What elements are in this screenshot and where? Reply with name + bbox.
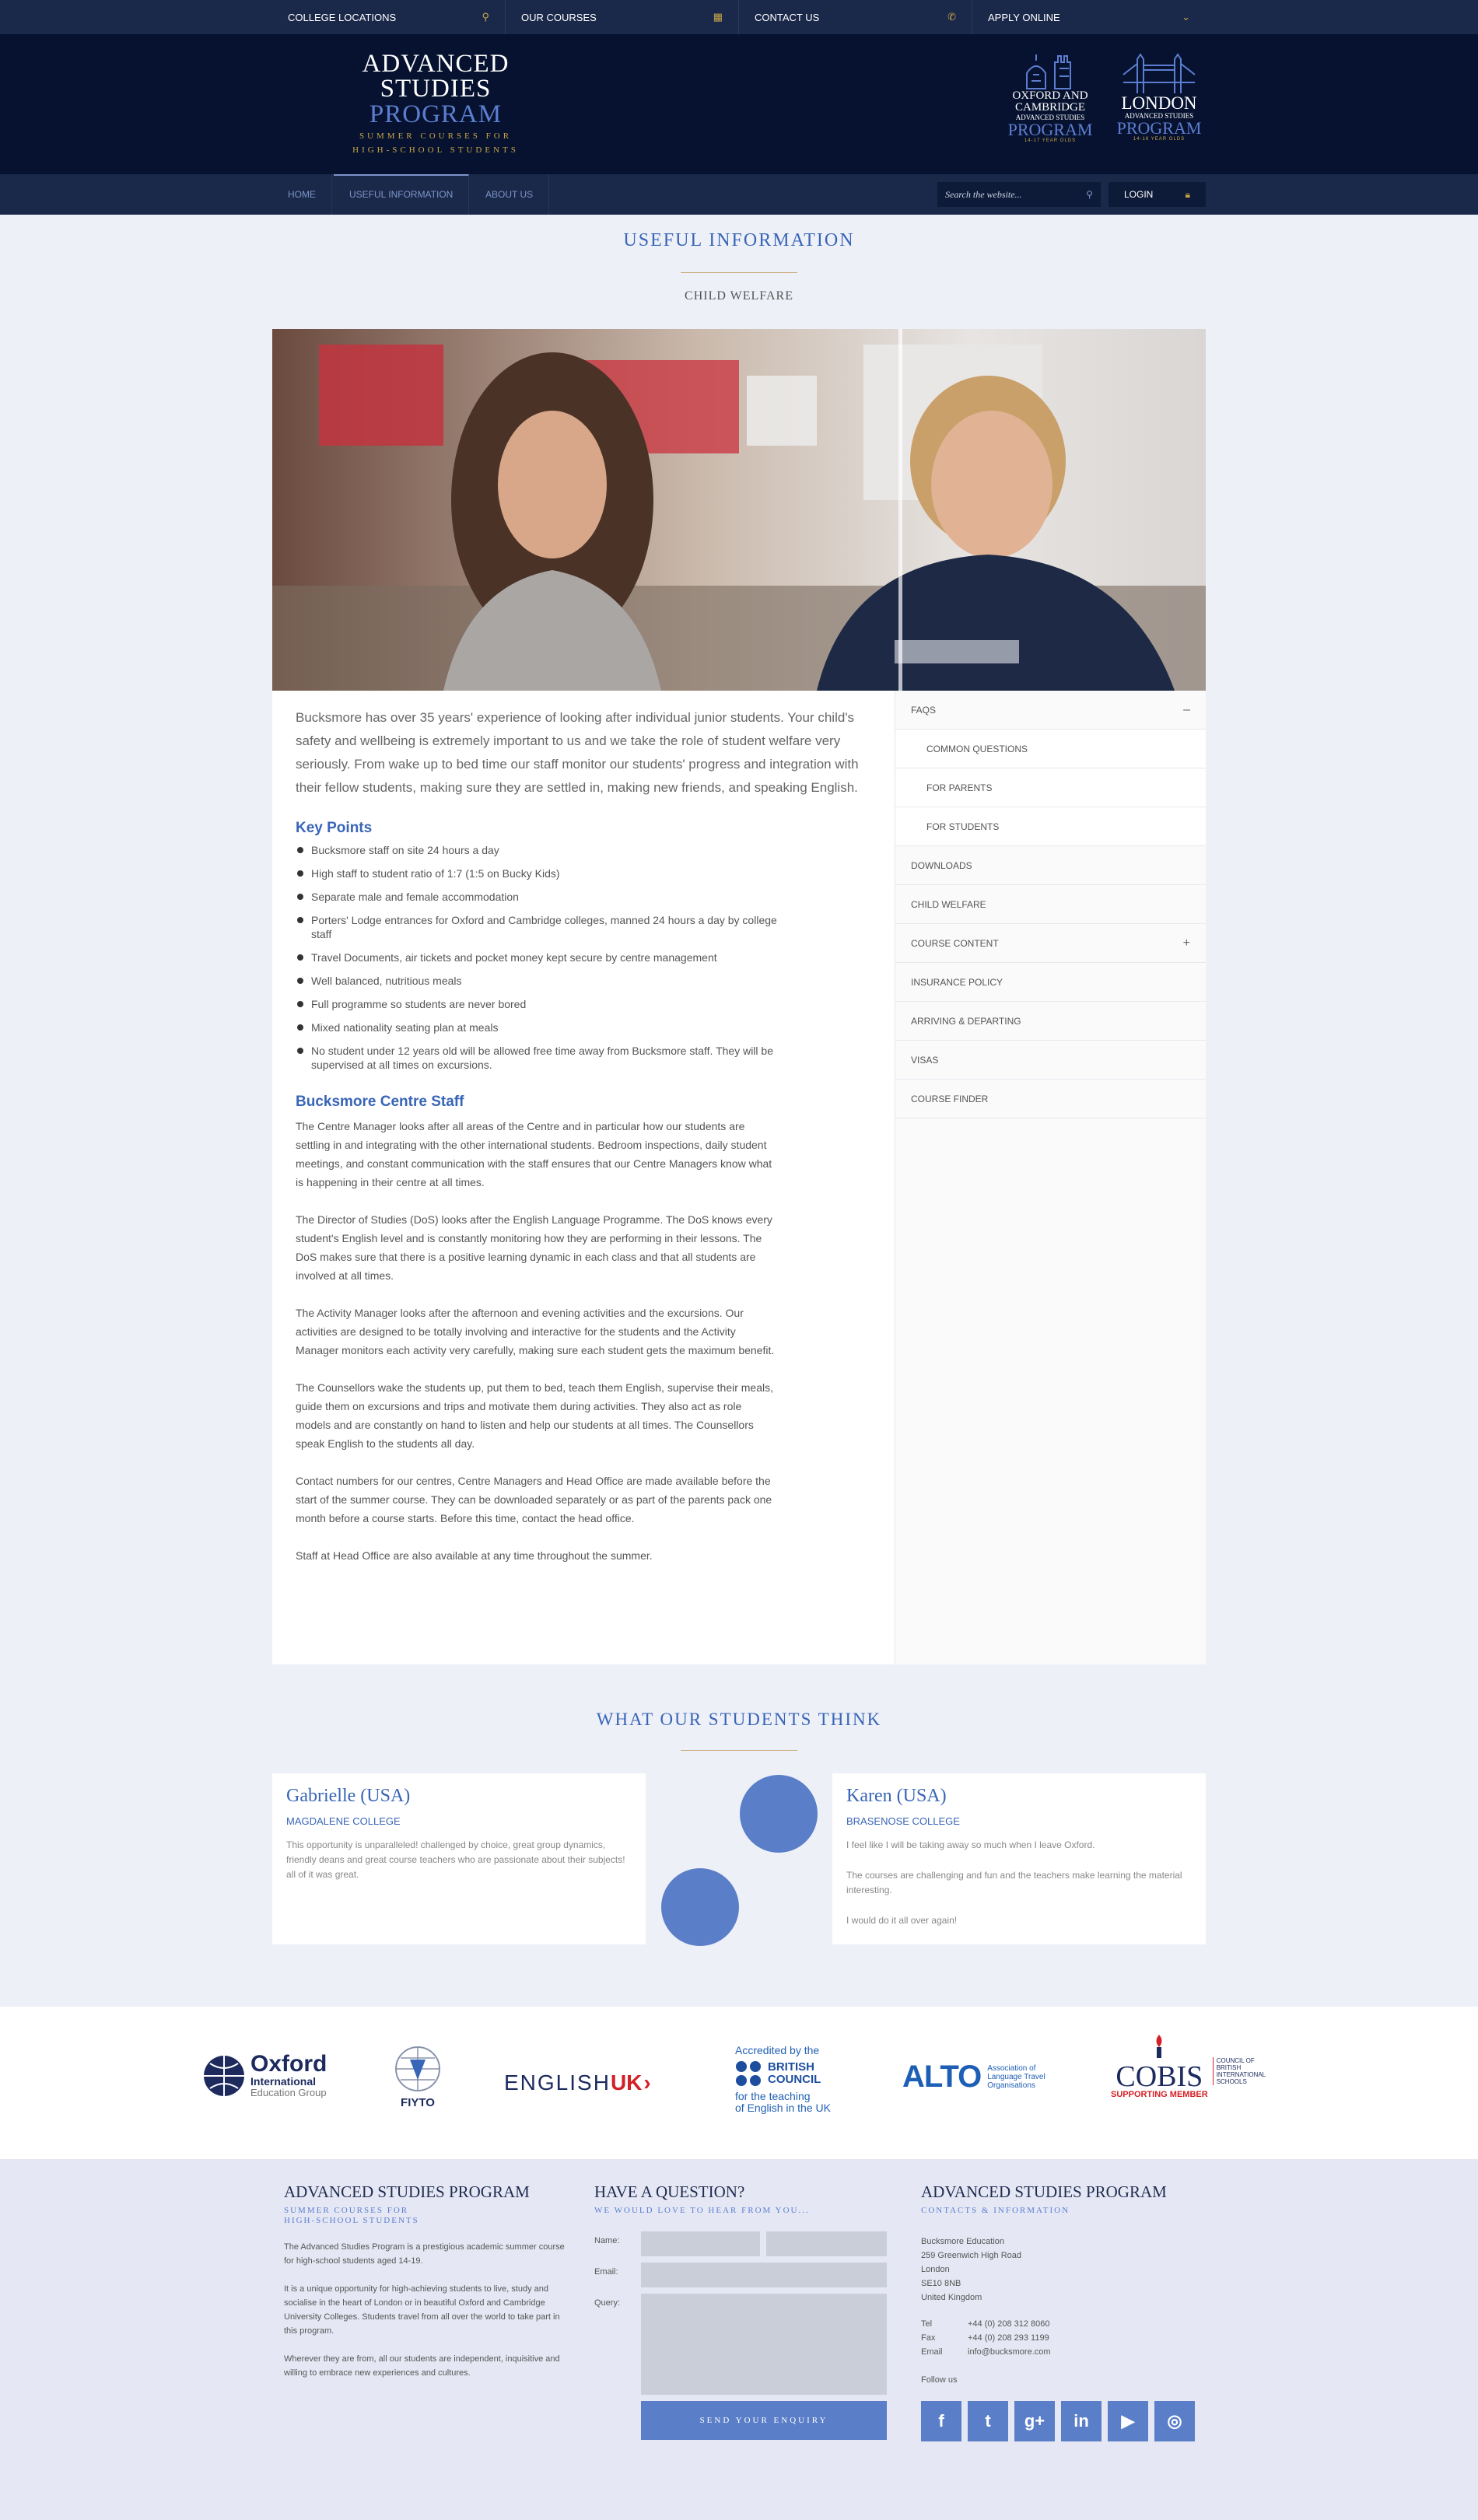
sidebar-item-child-welfare[interactable]	[895, 885, 1206, 924]
list-item: Separate male and female accommodation	[296, 890, 778, 904]
social-links	[921, 2401, 1201, 2441]
testimonial-text: This opportunity is unparalleled! challenged by choice, great group dynamics, friendly deans and great course teachers who are passionate about their subjects! all of it was great.	[286, 1839, 625, 1880]
testimonial-text: The courses are challenging and fun and the teachers make learning the material interesting.	[846, 1870, 1182, 1895]
testimonials-divider	[681, 1750, 797, 1751]
follow-us-label: Follow us	[921, 2375, 958, 2385]
footer-about-sub-1: SUMMER COURSES FOR	[284, 2206, 409, 2215]
testimonial-bubble-bottom[interactable]	[661, 1868, 739, 1946]
oxford-logo-line-2: International	[250, 2075, 317, 2088]
testimonial-name: Karen (USA)	[846, 1786, 947, 1806]
british-council-logo[interactable]	[735, 2044, 844, 2114]
testimonial-college: BRASENOSE COLLEGE	[846, 1815, 960, 1827]
footer-about-sub-2: HIGH-SCHOOL STUDENTS	[284, 2216, 419, 2225]
cobis-line-3: INTERNATIONAL	[1216, 2071, 1266, 2078]
list-item: Porters' Lodge entrances for Oxford and Cambridge colleges, manned 24 hours a day by college staff	[296, 913, 778, 941]
bc-line-5: of English in the UK	[735, 2102, 831, 2114]
footer-about	[284, 2182, 572, 2380]
torch-icon	[1147, 2033, 1171, 2060]
enquiry-title: HAVE A QUESTION?	[594, 2182, 745, 2201]
site-footer	[0, 2159, 1478, 2520]
cobis-line-1: COUNCIL OF	[1216, 2057, 1255, 2064]
alto-line-2: Language Travel	[987, 2073, 1045, 2081]
globe-icon	[202, 2054, 246, 2098]
google-plus-icon[interactable]: g+	[1014, 2401, 1055, 2441]
nav-useful-information[interactable]: USEFUL INFORMATION	[334, 174, 469, 215]
sidebar-item-label: INSURANCE POLICY	[911, 976, 1003, 988]
chevron-down-icon: ⌄	[1182, 11, 1190, 23]
list-item: High staff to student ratio of 1:7 (1:5 on Bucky Kids)	[296, 866, 778, 880]
lock-icon: 🔒︎	[1185, 188, 1190, 200]
london-line-3: PROGRAM	[1116, 118, 1202, 138]
sidebar-menu	[895, 691, 1206, 1664]
list-item: Bucksmore staff on site 24 hours a day	[296, 843, 778, 857]
email-field[interactable]	[641, 2263, 887, 2287]
footer-enquiry-form	[594, 2182, 890, 2440]
sidebar-item-for-students[interactable]	[895, 807, 1206, 846]
contact-us-label: CONTACT US	[755, 11, 820, 23]
oxford-international-logo[interactable]	[202, 2053, 327, 2098]
oxbridge-age-range: 14-17 YEAR OLDS	[1024, 138, 1077, 143]
address-line: Bucksmore Education	[921, 2237, 1004, 2246]
linkedin-icon[interactable]: in	[1061, 2401, 1101, 2441]
key-points-heading: Key Points	[296, 820, 373, 836]
sidebar-item-label: COURSE CONTENT	[911, 937, 999, 949]
tower-bridge-icon	[1120, 51, 1198, 95]
sidebar-item-label: VISAS	[911, 1054, 939, 1066]
englishuk-text-b: UK	[610, 2070, 643, 2095]
testimonial-card-left	[272, 1773, 646, 1944]
london-line-1: LONDON	[1121, 93, 1197, 113]
our-courses-link[interactable]	[506, 0, 739, 34]
oxbridge-line-2: CAMBRIDGE	[1014, 101, 1085, 114]
oxbridge-program-logo[interactable]	[1003, 51, 1097, 143]
oxbridge-line-3: ADVANCED STUDIES	[1015, 114, 1085, 121]
cobis-line-4: SCHOOLS	[1216, 2078, 1247, 2085]
sidebar-item-faqs[interactable]	[895, 691, 1206, 730]
testimonial-name: Gabrielle (USA)	[286, 1786, 411, 1806]
staff-paragraph: The Centre Manager looks after all areas of the Centre and in particular how our students are settling in and integrating with the other international students. Bedroom inspections, daily student meetings, and constant communication with the staff ensures that our Centre Managers know what is happening in their centre at all times.	[296, 1120, 772, 1188]
key-points-list	[296, 843, 778, 1072]
email-row	[594, 2263, 890, 2287]
testimonial-card-right	[832, 1773, 1206, 1944]
college-locations-link[interactable]	[272, 0, 506, 34]
sidebar-item-label: COURSE FINDER	[911, 1093, 989, 1104]
tel-label: Tel	[921, 2319, 933, 2329]
logo-line-2: STUDIES	[380, 75, 492, 103]
college-buildings-icon	[1011, 51, 1089, 90]
fax-value: +44 (0) 208 293 1199	[968, 2333, 1049, 2343]
fiyto-label: FIYTO	[401, 2096, 435, 2109]
bc-line-3: COUNCIL	[768, 2073, 821, 2086]
collapse-icon[interactable]: –	[1183, 702, 1190, 716]
staff-paragraph: The Counsellors wake the students up, put them to bed, teach them English, supervise their meals, guide them on excursions and trips and motivate them during activities. They also act as role models and are constantly on hand to listen and help our students at all times. The Counsellors speak English to the students all day.	[296, 1381, 773, 1450]
login-label: LOGIN	[1124, 189, 1154, 200]
chevron-right-icon: ›	[643, 2070, 651, 2095]
footer-about-text: Wherever they are from, all our students are independent, inquisitive and willing to embrace new experiences and cultures.	[284, 2354, 560, 2378]
top-bar	[0, 0, 1478, 34]
address-line: 259 Greenwich High Road	[921, 2251, 1022, 2260]
enquiry-subtitle: WE WOULD LOVE TO HEAR FROM YOU...	[594, 2206, 810, 2215]
address-line: United Kingdom	[921, 2293, 982, 2302]
send-enquiry-button[interactable]: SEND YOUR ENQUIRY	[641, 2401, 887, 2440]
contacts-subtitle: CONTACTS & INFORMATION	[921, 2206, 1070, 2215]
sidebar-item-insurance-policy[interactable]	[895, 963, 1206, 1002]
oxbridge-line-4: PROGRAM	[1007, 120, 1093, 139]
site-logo[interactable]	[346, 51, 525, 156]
main-nav	[0, 174, 1478, 215]
sidebar-item-label: FOR STUDENTS	[926, 821, 1000, 832]
facebook-icon[interactable]: f	[921, 2401, 961, 2441]
alto-logo[interactable]	[902, 2060, 1045, 2095]
first-name-field[interactable]	[641, 2231, 760, 2256]
email-contact-label: Email	[921, 2347, 943, 2357]
expand-icon[interactable]: +	[1182, 936, 1190, 950]
fax-label: Fax	[921, 2333, 936, 2343]
list-item: No student under 12 years old will be allowed free time away from Bucksmore staff. They will be supervised at all times on excursions.	[296, 1044, 778, 1072]
nav-home[interactable]: HOME	[272, 174, 332, 215]
footer-about-text: The Advanced Studies Program is a prestigious academic summer course for high-school students aged 14-19.	[284, 2242, 565, 2266]
alto-line-3: Organisations	[987, 2081, 1035, 2090]
logo-line-3: PROGRAM	[369, 100, 503, 128]
nav-about-us[interactable]: ABOUT US	[470, 174, 549, 215]
list-item: Mixed nationality seating plan at meals	[296, 1020, 778, 1034]
sidebar-item-common-questions[interactable]	[895, 730, 1206, 768]
testimonials-title: WHAT OUR STUDENTS THINK	[596, 1710, 882, 1729]
email-label: Email:	[594, 2267, 618, 2277]
phone-icon: ✆	[947, 11, 956, 23]
address-line: SE10 8NB	[921, 2279, 961, 2288]
query-row	[594, 2294, 890, 2395]
page-subtitle: CHILD WELFARE	[685, 289, 793, 303]
query-label: Query:	[594, 2298, 621, 2308]
list-item: Well balanced, nutritious meals	[296, 974, 778, 988]
name-label: Name:	[594, 2236, 620, 2245]
testimonial-text: I would do it all over again!	[846, 1915, 958, 1926]
map-pin-icon: ⚲	[482, 11, 489, 23]
name-row	[594, 2231, 890, 2256]
college-locations-label: COLLEGE LOCATIONS	[288, 11, 397, 23]
sidebar-item-visas[interactable]	[895, 1041, 1206, 1080]
fiyto-logo[interactable]	[393, 2046, 443, 2109]
oxford-logo-line-1: Oxford	[250, 2051, 327, 2077]
tel-value[interactable]: +44 (0) 208 312 8060	[968, 2319, 1050, 2329]
london-age-range: 14-16 YEAR OLDS	[1133, 137, 1186, 142]
login-button[interactable]	[1108, 182, 1206, 207]
page-title: USEFUL INFORMATION	[623, 230, 855, 250]
sidebar-item-arriving-departing[interactable]	[895, 1002, 1206, 1041]
phone-block	[921, 2317, 1201, 2359]
list-item: Travel Documents, air tickets and pocket money kept secure by centre management	[296, 950, 778, 964]
bc-line-4: for the teaching	[735, 2090, 811, 2102]
sidebar-item-label: DOWNLOADS	[911, 859, 972, 871]
twitter-icon[interactable]: t	[968, 2401, 1008, 2441]
staff-paragraph: Contact numbers for our centres, Centre Managers and Head Office are made available before the start of the summer course. They can be downloaded separately or as part of the parents pack one month before a course starts. Before this time, contact the head office.	[296, 1475, 772, 1524]
footer-about-title: ADVANCED STUDIES PROGRAM	[284, 2182, 530, 2201]
sidebar-item-label: FAQS	[911, 704, 937, 716]
testimonial-college: MAGDALENE COLLEGE	[286, 1815, 401, 1827]
fiyto-globe-icon	[394, 2046, 441, 2092]
cobis-logo[interactable]	[1111, 2033, 1266, 2099]
query-field[interactable]	[641, 2294, 887, 2395]
contacts-title: ADVANCED STUDIES PROGRAM	[921, 2182, 1167, 2201]
london-program-logo[interactable]	[1112, 51, 1206, 142]
instagram-icon[interactable]: ◎	[1154, 2401, 1195, 2441]
apply-online-label: APPLY ONLINE	[988, 11, 1060, 23]
sidebar-item-label: CHILD WELFARE	[911, 898, 986, 910]
british-council-dots-icon	[735, 2060, 763, 2088]
grid-icon: ▦	[713, 11, 723, 23]
title-divider	[681, 272, 797, 273]
staff-paragraph: The Director of Studies (DoS) looks after the English Language Programme. The DoS knows every student's English level and is constantly monitoring how they are performing in their lessons. The DoS makes sure that there is a positive learning dynamic in each class and that all students are involved at all times.	[296, 1213, 772, 1282]
hero-photo	[272, 329, 1206, 691]
oxford-logo-line-3: Education Group	[250, 2087, 327, 2098]
sidebar-item-downloads[interactable]	[895, 846, 1206, 885]
oxbridge-line-1: OXFORD AND	[1012, 89, 1088, 102]
centre-staff-heading: Bucksmore Centre Staff	[296, 1094, 464, 1110]
search-input[interactable]	[945, 189, 1070, 201]
sidebar-item-label: COMMON QUESTIONS	[926, 743, 1028, 754]
youtube-icon[interactable]: ▶	[1108, 2401, 1148, 2441]
our-courses-label: OUR COURSES	[521, 11, 597, 23]
intro-paragraph: Bucksmore has over 35 years' experience of looking after individual junior students. Your child's safety and wellbeing is extremely important to us and we take the role of student welfare very seriously. From wake up to bed time our staff monitor our students' progress and integration with their fellow students, making sure they are settled in, making new friends, and speaking English.	[296, 710, 859, 795]
search-box	[937, 182, 1101, 207]
logo-tagline-2: HIGH-SCHOOL STUDENTS	[352, 145, 519, 155]
last-name-field[interactable]	[766, 2231, 887, 2256]
footer-contacts	[921, 2182, 1201, 2441]
testimonial-text: I feel like I will be taking away so much when I leave Oxford.	[846, 1839, 1095, 1850]
english-uk-logo[interactable]	[504, 2070, 651, 2095]
alto-name: ALTO	[902, 2060, 982, 2094]
englishuk-text-a: ENGLISH	[504, 2070, 611, 2095]
alto-line-1: Association of	[987, 2064, 1036, 2073]
london-line-2: ADVANCED STUDIES	[1124, 112, 1194, 120]
accreditation-logos	[0, 2007, 1478, 2159]
bc-line-1: Accredited by the	[735, 2044, 820, 2056]
testimonial-bubble-top[interactable]	[740, 1775, 818, 1853]
address-line: London	[921, 2265, 950, 2274]
search-icon[interactable]: ⚲	[1086, 189, 1093, 200]
contact-us-link[interactable]	[739, 0, 972, 34]
list-item: Full programme so students are never bored	[296, 997, 778, 1011]
bc-line-2: BRITISH	[768, 2060, 814, 2074]
main-article	[296, 706, 867, 1584]
cobis-member-label: SUPPORTING MEMBER	[1111, 2090, 1208, 2099]
sidebar-item-course-content[interactable]	[895, 924, 1206, 963]
sidebar-item-label: ARRIVING & DEPARTING	[911, 1015, 1021, 1027]
logo-line-1: ADVANCED	[362, 50, 510, 78]
site-header	[0, 34, 1478, 174]
address-block	[921, 2235, 1201, 2305]
staff-paragraph: Staff at Head Office are also available at any time throughout the summer.	[296, 1549, 653, 1562]
footer-about-text: It is a unique opportunity for high-achieving students to live, study and socialise in the heart of London or in beautiful Oxford and Cambridge University Colleges. Students travel from all over the world to take part in this program.	[284, 2284, 560, 2336]
staff-paragraph: The Activity Manager looks after the afternoon and evening activities and the excursions. Our activities are designed to be totally involving and interactive for the students and the Activity Manager monitors each activity very carefully, making sure each student gets the maximum benefit.	[296, 1307, 775, 1356]
logo-tagline-1: SUMMER COURSES FOR	[359, 131, 513, 141]
cobis-name: COBIS	[1116, 2060, 1203, 2093]
apply-online-link[interactable]	[972, 0, 1206, 34]
cobis-line-2: BRITISH	[1216, 2064, 1242, 2071]
sidebar-item-course-finder[interactable]	[895, 1080, 1206, 1118]
email-contact-value[interactable]: info@bucksmore.com	[968, 2347, 1051, 2357]
sidebar-item-for-parents[interactable]	[895, 768, 1206, 807]
content-panel	[272, 691, 1206, 1664]
sidebar-item-label: FOR PARENTS	[926, 782, 993, 793]
